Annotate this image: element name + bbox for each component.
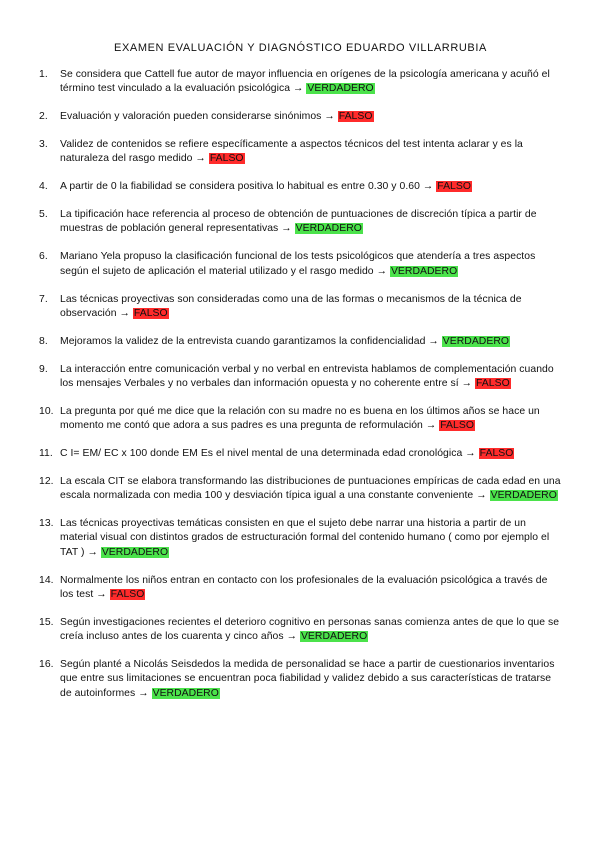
arrow-icon: → bbox=[96, 588, 107, 600]
answer-verdadero-badge: VERDADERO bbox=[101, 546, 169, 558]
arrow-icon: → bbox=[465, 447, 476, 459]
question-text: La escala CIT se elabora transformando las distribuciones de puntuaciones empíricas de cada edad en una escala normalizada con media 100 y desviación típica igual a una constante conveniente bbox=[60, 475, 561, 502]
question-item bbox=[39, 208, 562, 237]
arrow-icon: → bbox=[281, 223, 292, 235]
question-item bbox=[39, 180, 562, 194]
question-text: Validez de contenidos se refiere específicamente a aspectos técnicos del test intenta aclarar y es la naturaleza del rasgo medido bbox=[60, 139, 523, 165]
question-number: 5. bbox=[39, 209, 48, 221]
question-item bbox=[39, 517, 562, 560]
question-item bbox=[39, 138, 562, 167]
question-item bbox=[39, 68, 562, 97]
question-text: Se considera que Cattell fue autor de mayor influencia en orígenes de la psicología americana y acuñó el término test vinculado a la evaluación psicológica bbox=[60, 69, 550, 95]
answer-verdadero-badge: VERDADERO bbox=[390, 265, 458, 277]
question-number: 10. bbox=[39, 405, 54, 417]
question-item bbox=[39, 405, 562, 434]
question-number: 8. bbox=[39, 335, 48, 347]
question-text: Normalmente los niños entran en contacto con los profesionales de la evaluación psicológica a través de los test bbox=[60, 574, 548, 600]
question-item bbox=[39, 616, 562, 645]
question-item bbox=[39, 363, 562, 392]
arrow-icon: → bbox=[376, 265, 388, 277]
question-item bbox=[39, 658, 562, 701]
page-title: EXAMEN EVALUACIÓN Y DIAGNÓSTICO EDUARDO VILLARRUBIA bbox=[114, 42, 487, 54]
question-text: Mariano Yela propuso la clasificación funcional de los tests psicológicos que atendería a tres aspectos según el sujeto de aplicación el material utilizado y el rasgo medido bbox=[60, 251, 536, 277]
question-number: 11. bbox=[39, 447, 53, 459]
arrow-icon: → bbox=[286, 631, 298, 643]
arrow-icon: → bbox=[293, 83, 304, 95]
arrow-icon: → bbox=[428, 335, 439, 347]
question-item bbox=[39, 335, 562, 349]
answer-falso-badge: FALSO bbox=[133, 307, 168, 319]
question-text: Las técnicas proyectivas son consideradas como una de las formas o mecanismos de la técnica de observación bbox=[60, 293, 522, 319]
question-number: 2. bbox=[39, 111, 48, 123]
answer-verdadero-badge: VERDADERO bbox=[295, 223, 362, 235]
question-list bbox=[39, 68, 562, 701]
arrow-icon: → bbox=[195, 153, 206, 165]
answer-falso-badge: FALSO bbox=[209, 153, 244, 165]
question-text: Según investigaciones recientes el deterioro cognitivo en personas sanas comienza antes de que lo que se creía incluso antes de los cuarenta y cinco años bbox=[60, 616, 560, 643]
answer-verdadero-badge: VERDADERO bbox=[152, 687, 219, 699]
question-number: 3. bbox=[39, 139, 48, 151]
question-number: 1. bbox=[39, 69, 48, 80]
answer-verdadero-badge: VERDADERO bbox=[307, 83, 374, 95]
arrow-icon: → bbox=[425, 420, 437, 432]
question-number: 9. bbox=[39, 363, 48, 375]
arrow-icon: → bbox=[87, 546, 98, 558]
answer-verdadero-badge: VERDADERO bbox=[300, 631, 368, 643]
question-text: A partir de 0 la fiabilidad se considera positiva lo habitual es entre 0.30 y 0.60 bbox=[60, 181, 420, 193]
question-item bbox=[39, 250, 562, 279]
answer-falso-badge: FALSO bbox=[338, 111, 373, 123]
question-number: 16. bbox=[39, 658, 54, 670]
question-text: Según planté a Nicolás Seisdedos la medida de personalidad se hace a partir de cuestionarios inventarios que entre sus limitaciones se encuentran poca fiabilidad y validez debido a sus características de tratarse de autoinformes bbox=[60, 658, 555, 699]
arrow-icon: → bbox=[138, 687, 149, 699]
answer-verdadero-badge: VERDADERO bbox=[490, 490, 557, 502]
answer-falso-badge: FALSO bbox=[437, 181, 471, 193]
question-number: 14. bbox=[39, 574, 54, 586]
question-number: 4. bbox=[39, 181, 48, 193]
question-text: La pregunta por qué me dice que la relación con su madre no es buena en los últimos años se hace un momento me contó que adora a sus padres es una pregunta de reformulación bbox=[60, 405, 540, 432]
arrow-icon: → bbox=[324, 111, 335, 123]
arrow-icon: → bbox=[476, 490, 487, 502]
question-number: 12. bbox=[39, 475, 54, 487]
arrow-icon: → bbox=[119, 307, 130, 319]
question-text: Las técnicas proyectivas temáticas consisten en que el sujeto debe narrar una historia a partir de un material visual con distintos grados de estructuración formal del contenido humano ( como por ejemplo el TAT ) bbox=[60, 518, 550, 558]
answer-falso-badge: FALSO bbox=[475, 377, 510, 389]
question-item bbox=[39, 293, 562, 322]
arrow-icon: → bbox=[461, 377, 473, 389]
question-text: Mejoramos la validez de la entrevista cuando garantizamos la confidencialidad bbox=[60, 335, 426, 347]
question-number: 6. bbox=[39, 251, 48, 263]
arrow-icon: → bbox=[422, 181, 434, 193]
question-number: 13. bbox=[39, 518, 54, 530]
answer-falso-badge: FALSO bbox=[110, 588, 145, 600]
answer-verdadero-badge: VERDADERO bbox=[442, 335, 510, 347]
question-text: C I= EM/ EC x 100 donde EM Es el nivel mental de una determinada edad cronológica bbox=[60, 447, 463, 459]
question-number: 15. bbox=[39, 616, 54, 628]
question-text: Evaluación y valoración pueden considerarse sinónimos bbox=[60, 111, 322, 123]
question-number: 7. bbox=[39, 293, 48, 305]
question-text: La tipificación hace referencia al proceso de obtención de puntuaciones de discreción típica a partir de muestras de población general representativas bbox=[60, 209, 537, 235]
question-item bbox=[39, 110, 562, 124]
question-item bbox=[39, 475, 562, 504]
question-item bbox=[39, 574, 562, 603]
question-text: La interacción entre comunicación verbal y no verbal en entrevista hablamos de complementación cuando los mensajes Verbales y no verbales dan información opuesta y no coherente entre sí bbox=[60, 363, 554, 389]
answer-falso-badge: FALSO bbox=[479, 447, 514, 459]
question-item bbox=[39, 447, 562, 461]
answer-falso-badge: FALSO bbox=[440, 420, 474, 432]
